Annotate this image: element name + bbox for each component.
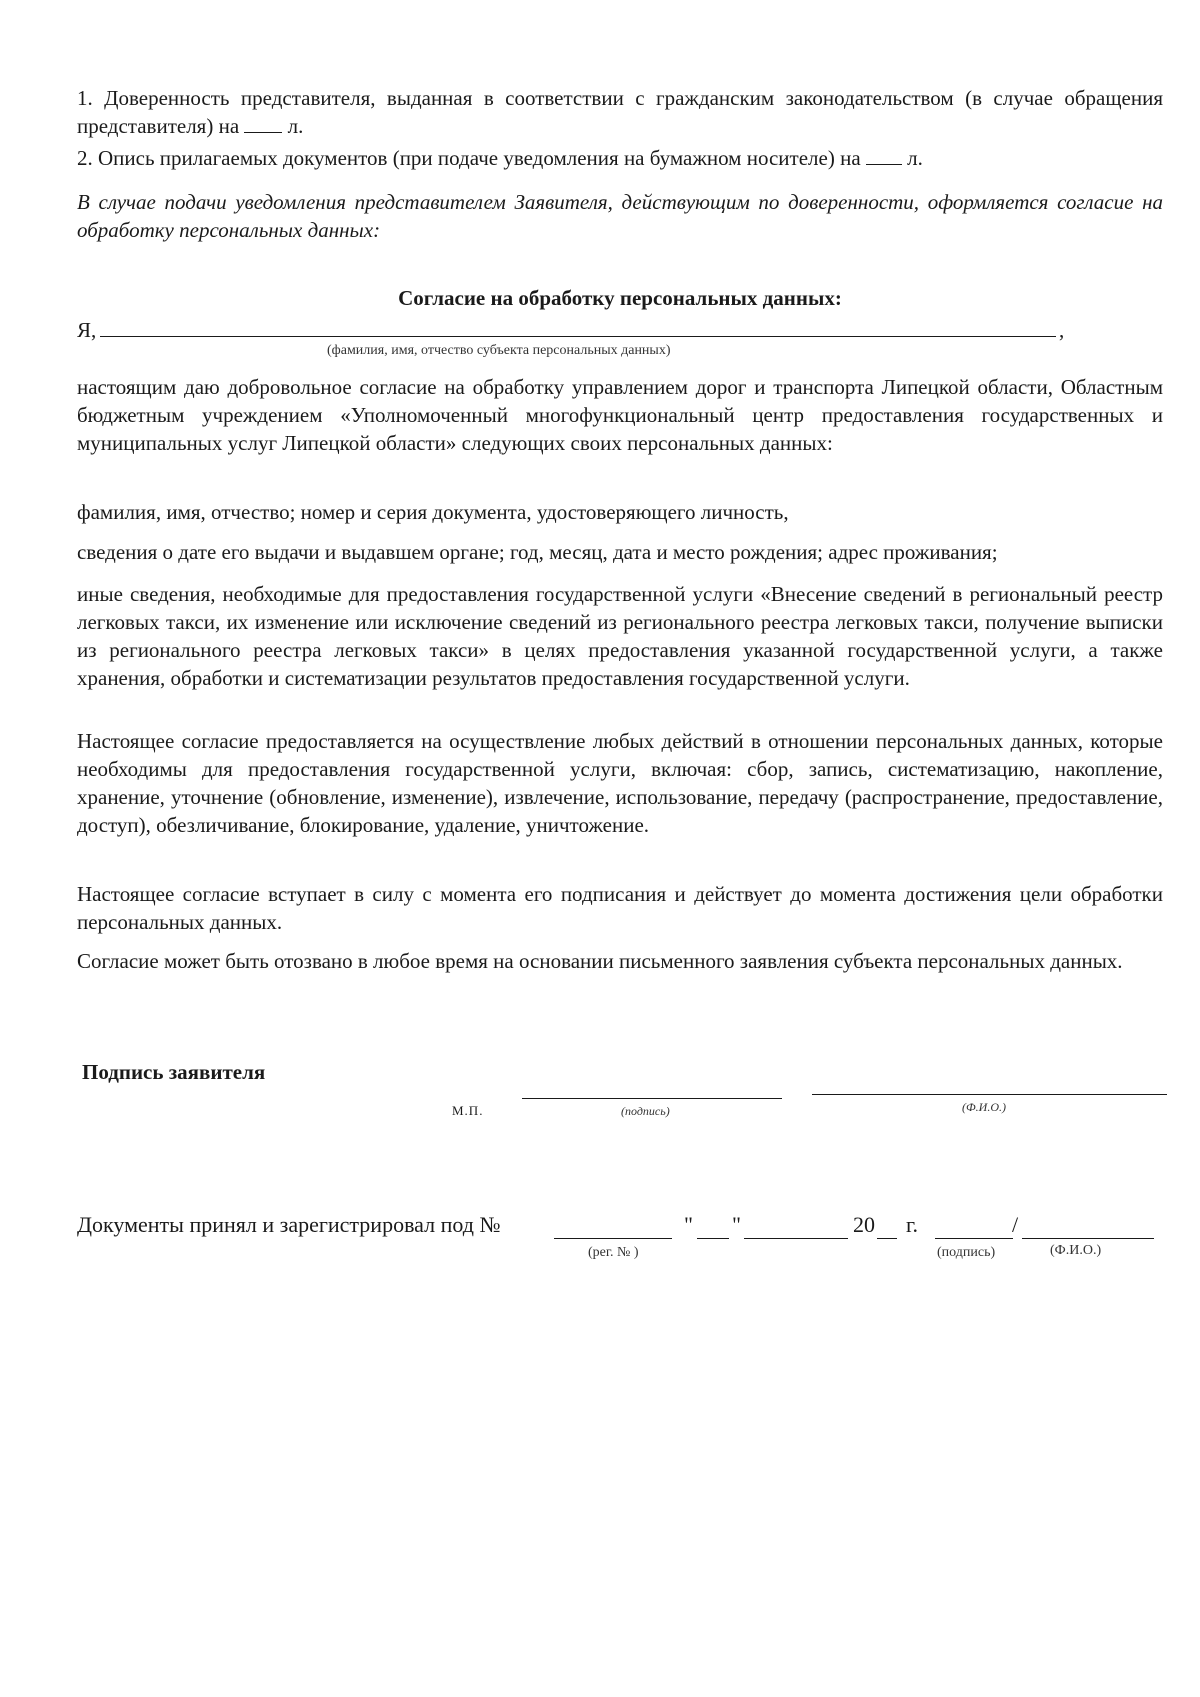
month-line — [744, 1238, 848, 1239]
attachment-item-1-text: 1. Доверенность представителя, выданная в соответствии с гражданским законодательством (в случае обращения представителя) на — [77, 86, 1163, 138]
applicant-signature-heading: Подпись заявителя — [82, 1060, 266, 1084]
ya-prefix: Я, — [77, 318, 97, 342]
reg-number-line — [554, 1238, 672, 1239]
ya-comma: , — [1059, 318, 1065, 342]
representative-note: В случае подачи уведомления представителем Заявителя, действующим по доверенности, оформляется согласие на обработку персональных данных: — [77, 190, 1163, 242]
attachment-item-2-text: 2. Опись прилагаемых документов (при подаче уведомления на бумажном носителе) на — [77, 146, 861, 170]
name-fill-line — [100, 336, 1056, 337]
consent-paragraph-4: иные сведения, необходимые для предоставления государственной услуги «Внесение сведений в региональный реестр легковых такси, их изменение или исключение сведений из регионального реестра легковых такси, получение выписки из регионального реестра легковых такси» в целях предоставления указанной государственной услуги, а также хранения, обработки и систематизации результатов предоставления государственной услуги. — [77, 582, 1163, 690]
date-quote-close: " — [732, 1212, 741, 1237]
name-caption: (фамилия, имя, отчество субъекта персональных данных) — [327, 343, 671, 358]
registration-text: Документы принял и зарегистрировал под № — [77, 1212, 501, 1237]
year-line — [877, 1238, 897, 1239]
registrar-fio-line — [1022, 1238, 1154, 1239]
consent-paragraph-7: Согласие может быть отозвано в любое время на основании письменного заявления субъекта персональных данных. — [77, 949, 1123, 973]
signature-line — [522, 1098, 782, 1099]
stamp-label: М.П. — [452, 1103, 484, 1118]
registrar-signature-caption: (подпись) — [937, 1245, 996, 1260]
registrar-fio-caption: (Ф.И.О.) — [1050, 1243, 1102, 1258]
fio-caption: (Ф.И.О.) — [962, 1100, 1006, 1114]
signature-caption: (подпись) — [621, 1104, 670, 1118]
reg-number-caption: (рег. № ) — [588, 1245, 639, 1260]
attachment-item-1-suffix: л. — [287, 114, 304, 138]
consent-paragraph-2: фамилия, имя, отчество; номер и серия документа, удостоверяющего личность, — [77, 500, 789, 524]
fio-line — [812, 1094, 1167, 1095]
attachment-item-2-blank — [866, 146, 902, 165]
attachment-item-2 — [77, 144, 1163, 172]
year-prefix: 20 — [853, 1212, 875, 1237]
attachment-item-2-suffix: л. — [907, 146, 923, 170]
consent-paragraph-6: Настоящее согласие вступает в силу с момента его подписания и действует до момента достижения цели обработки персональных данных. — [77, 882, 1163, 934]
attachment-item-1-blank — [244, 114, 282, 133]
registration-slash: / — [1012, 1212, 1019, 1237]
date-quote-open: " — [684, 1212, 693, 1237]
registrar-signature-line — [935, 1238, 1013, 1239]
consent-paragraph-3: сведения о дате его выдачи и выдавшем органе; год, месяц, дата и место рождения; адрес проживания; — [77, 540, 998, 564]
year-suffix: г. — [906, 1212, 919, 1237]
day-line — [697, 1238, 729, 1239]
consent-title: Согласие на обработку персональных данных: — [398, 286, 842, 310]
consent-paragraph-1: настоящим даю добровольное согласие на обработку управлением дорог и транспорта Липецкой области, Областным бюджетным учреждением «Уполномоченный многофункциональный центр предоставления государственных и муниципальных услуг Липецкой области» следующих своих персональных данных: — [77, 375, 1163, 455]
consent-paragraph-5: Настоящее согласие предоставляется на осуществление любых действий в отношении персональных данных, которые необходимы для предоставления государственной услуги, включая: сбор, запись, систематизацию, накопление, хранение, уточнение (обновление, изменение), извлечение, использование, передачу (распространение, предоставление, доступ), обезличивание, блокирование, удаление, уничтожение. — [77, 729, 1163, 837]
attachment-item-1 — [77, 84, 1163, 140]
